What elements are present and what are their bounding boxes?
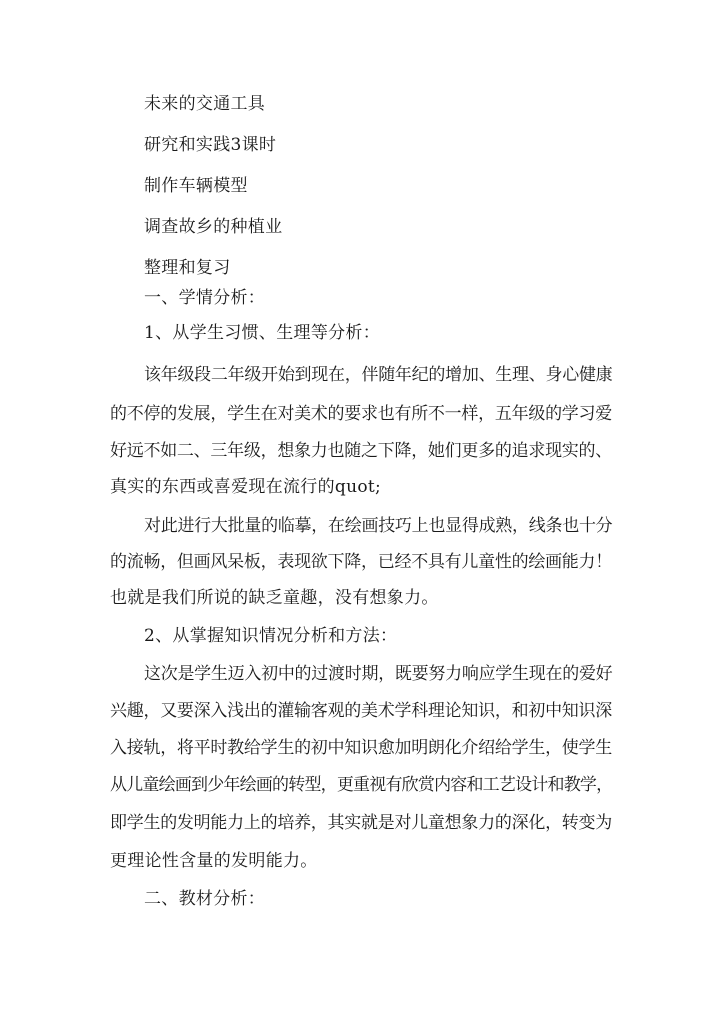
paragraph-3-line-6: 更理论性含量的发明能力。 bbox=[110, 851, 318, 871]
paragraph-1-line-3: 好远不如二、三年级，想象力也随之下降，她们更多的追求现实的、 bbox=[110, 441, 612, 461]
paragraph-2-line-2: 的流畅，但画风呆板，表现欲下降，已经不具有儿童性的绘画能力！ bbox=[110, 552, 612, 572]
subsection-heading-2: 2、从掌握知识情况分析和方法： bbox=[144, 626, 398, 646]
section-heading-2: 二、教材分析： bbox=[144, 889, 266, 909]
paragraph-3-line-2: 兴趣，又要深入浅出的灌输客观的美术学科理论知识，和初中知识深 bbox=[110, 701, 612, 721]
list-item: 研究和实践3课时 bbox=[144, 135, 277, 155]
list-item: 调查故乡的种植业 bbox=[144, 217, 283, 237]
list-item: 制作车辆模型 bbox=[144, 176, 248, 196]
paragraph-3-line-5: 即学生的发明能力上的培养，其实就是对儿童想象力的深化，转变为 bbox=[110, 813, 612, 833]
paragraph-3-line-1: 这次是学生迈入初中的过渡时期，既要努力响应学生现在的爱好 bbox=[144, 664, 613, 684]
paragraph-2-line-3: 也就是我们所说的缺乏童趣，没有想象力。 bbox=[110, 588, 439, 608]
list-item: 整理和复习 bbox=[144, 258, 231, 278]
paragraph-3-line-3: 入接轨，将平时教给学生的初中知识愈加明朗化介绍给学生，使学生 bbox=[110, 738, 612, 758]
paragraph-2-line-1: 对此进行大批量的临摹，在绘画技巧上也显得成熟，线条也十分 bbox=[144, 516, 613, 536]
subsection-heading-1: 1、从学生习惯、生理等分析： bbox=[144, 323, 381, 343]
paragraph-1-line-4: 真实的东西或喜爱现在流行的quot; bbox=[110, 477, 382, 497]
paragraph-1-line-1: 该年级段二年级开始到现在，伴随年纪的增加、生理、身心健康 bbox=[144, 365, 613, 385]
list-item: 未来的交通工具 bbox=[144, 94, 266, 114]
paragraph-1-line-2: 的不停的发展，学生在对美术的要求也有所不一样，五年级的学习爱 bbox=[110, 404, 612, 424]
section-heading-1: 一、学情分析： bbox=[144, 288, 266, 308]
paragraph-3-line-4: 从儿童绘画到少年绘画的转型，更重视有欣赏内容和工艺设计和教学， bbox=[110, 775, 613, 795]
